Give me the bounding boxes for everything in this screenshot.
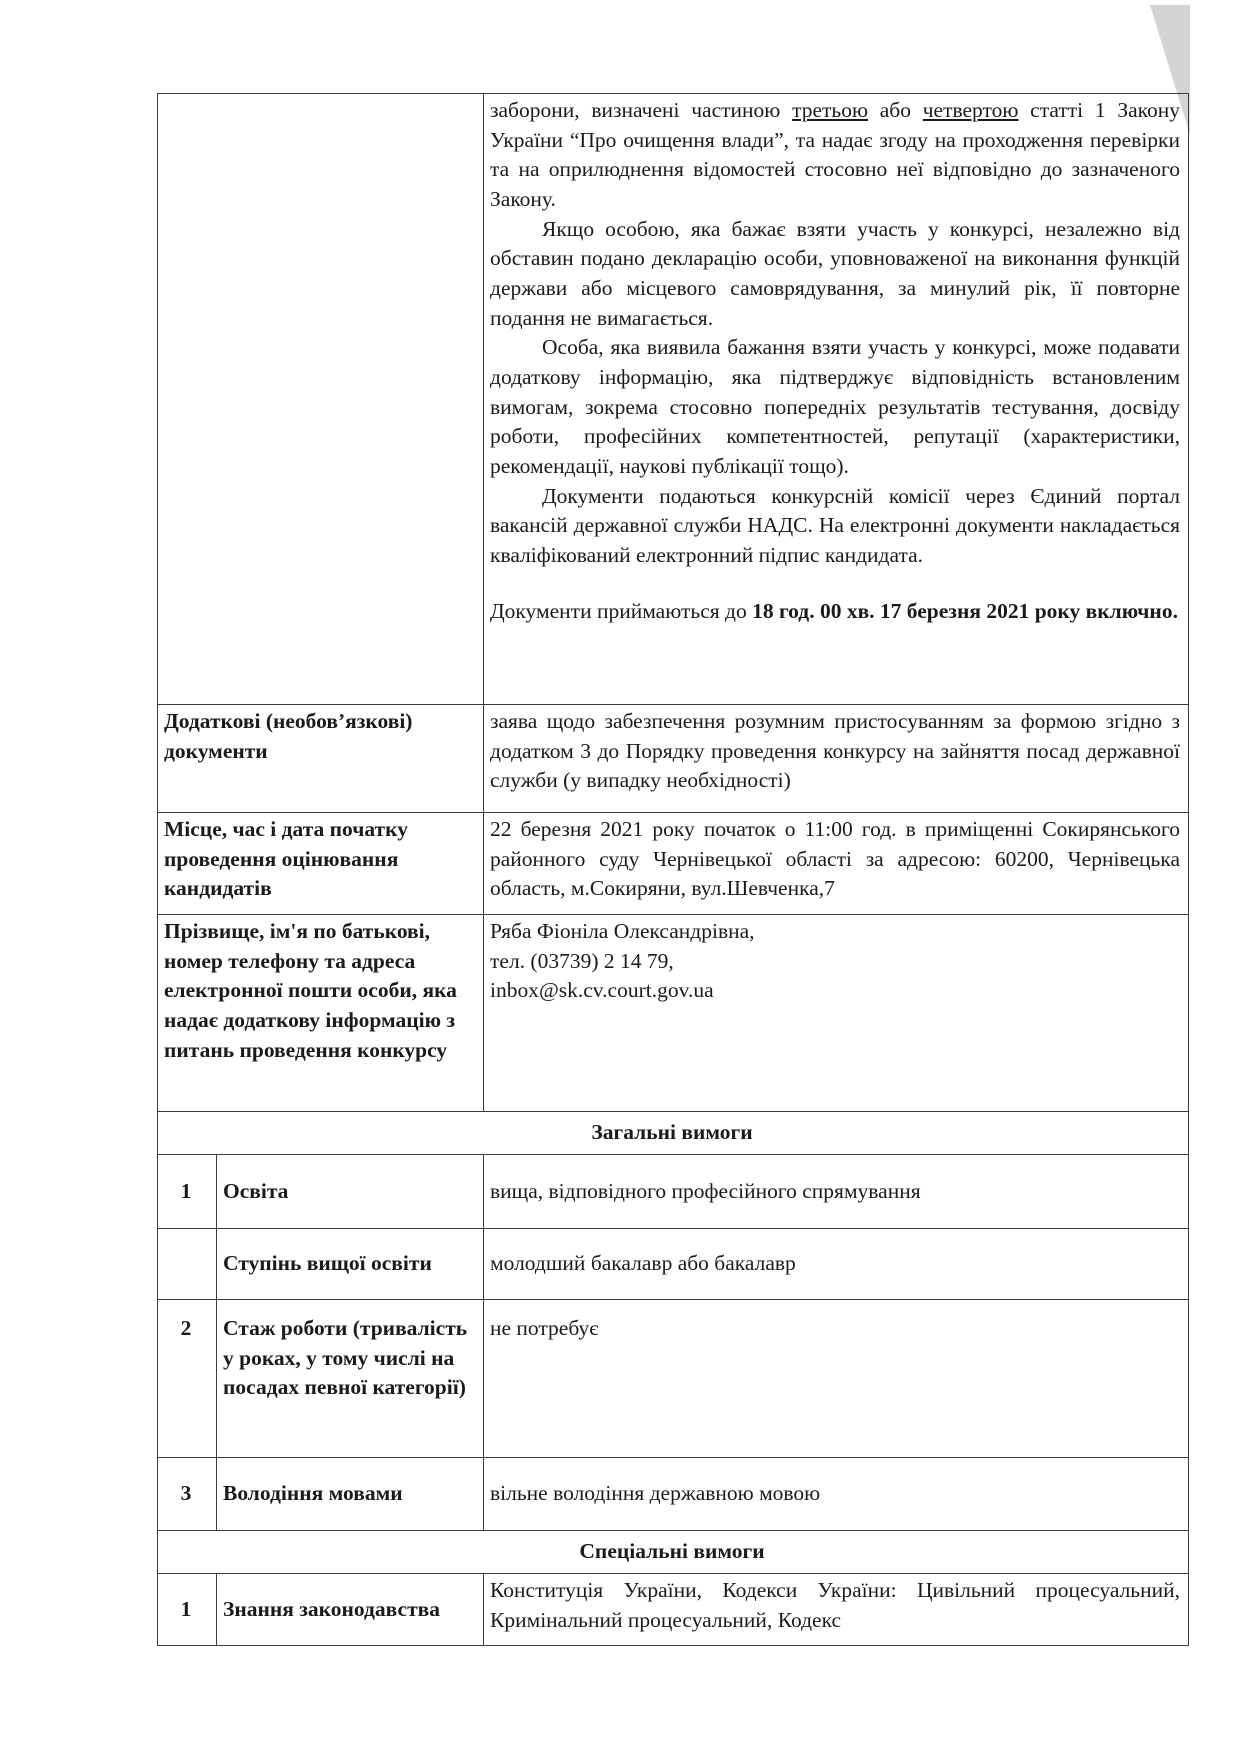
table-row-documents-continuation (158, 94, 1189, 705)
row-label: Знання законодавства (217, 1574, 484, 1646)
table-row-languages (158, 1458, 1189, 1531)
table-row-contact (158, 915, 1189, 1112)
empty-label-cell (158, 94, 484, 705)
row-value: 22 березня 2021 року початок о 11:00 год. в приміщенні Сокирянського районного суду Чернівецької області за адресою: 60200, Чернівецька область, м.Сокиряни, вул.Шевченка,7 (484, 813, 1189, 915)
underlined-fourth: четвертою (922, 98, 1019, 122)
row-value: заява щодо забезпечення розумним пристосуванням за формою згідно з додатком 3 до Порядку проведення конкурсу на зайняття посад державної служби (у випадку необхідності) (484, 705, 1189, 813)
table-row-legislation (158, 1574, 1189, 1646)
paragraph-lustration: заборони, визначені частиною третьою або четвертою статті 1 Закону України “Про очищення влади”, та надає згоду на проходження перевірки та на оприлюднення відомостей стосовно неї відповідно до зазначеного Закону. (490, 98, 1180, 211)
table-row-additional-docs (158, 705, 1189, 813)
row-label: Додаткові (необов’язкові) документи (158, 705, 484, 813)
section-header-special (158, 1531, 1189, 1574)
row-number: 3 (158, 1458, 217, 1531)
documents-requirements-text (484, 94, 1189, 705)
row-value: молодший бакалавр або бакалавр (484, 1229, 1189, 1300)
paragraph-declaration: Якщо особою, яка бажає взяти участь у конкурсі, незалежно від обставин подано декларацію особи, уповноваженої на виконання функцій держави або місцевого самоврядування, за минулий рік, її повторне подання не вимагається. (490, 216, 1180, 330)
paragraph-submission-portal: Документи подаються конкурсній комісії через Єдиний портал вакансій державної служби НАДС. На електронні документи накладається кваліфікований електронний підпис кандидата. (490, 483, 1180, 567)
row-value: вільне володіння державною мовою (484, 1458, 1189, 1531)
row-value: вища, відповідного професійного спрямування (484, 1155, 1189, 1229)
contact-name: Ряба Фіоніла Олександрівна, (490, 919, 755, 943)
row-value: Конституція України, Кодекси України: Цивільний процесуальний, Кримінальний процесуальний, Кодекс (484, 1574, 1189, 1646)
section-title: Загальні вимоги (158, 1112, 1189, 1155)
row-label: Ступінь вищої освіти (217, 1229, 484, 1300)
row-number: 2 (158, 1300, 217, 1458)
table-row-degree (158, 1229, 1189, 1300)
competition-conditions-table (157, 93, 1189, 1646)
row-number: 1 (158, 1574, 217, 1646)
contact-phone: тел. (03739) 2 14 79, (490, 948, 674, 973)
table-row-assessment (158, 813, 1189, 915)
contact-info (484, 915, 1189, 1112)
row-value: не потребує (484, 1300, 1189, 1458)
table-row-education (158, 1155, 1189, 1229)
paragraph-additional-info: Особа, яка виявила бажання взяти участь у конкурсі, може подавати додаткову інформацію, яка підтверджує відповідність встановленим вимогам, зокрема стосовно попередніх результатів тестування, досвіду роботи, професійних компетентностей, репутації (характеристики, рекомендації, наукові публікації тощо). (490, 335, 1180, 478)
contact-email[interactable]: inbox@sk.cv.court.gov.ua (490, 978, 714, 1003)
deadline-date: 18 год. 00 хв. 17 березня 2021 року включно. (752, 598, 1178, 623)
underlined-third: третьою (792, 98, 869, 122)
paragraph-deadline: Документи приймаються до 18 год. 00 хв. 17 березня 2021 року включно. (490, 598, 1178, 623)
row-number (158, 1229, 217, 1300)
row-label: Місце, час і дата початку проведення оцінювання кандидатів (158, 813, 484, 915)
row-label: Освіта (217, 1155, 484, 1229)
row-label: Прізвище, ім'я по батькові, номер телефону та адреса електронної пошти особи, яка надає додаткову інформацію з питань проведення конкурсу (158, 915, 484, 1112)
table-row-experience (158, 1300, 1189, 1458)
row-label: Стаж роботи (тривалість у роках, у тому числі на посадах певної категорії) (217, 1300, 484, 1458)
section-title: Спеціальні вимоги (158, 1531, 1189, 1574)
row-number: 1 (158, 1155, 217, 1229)
row-label: Володіння мовами (217, 1458, 484, 1531)
section-header-general (158, 1112, 1189, 1155)
